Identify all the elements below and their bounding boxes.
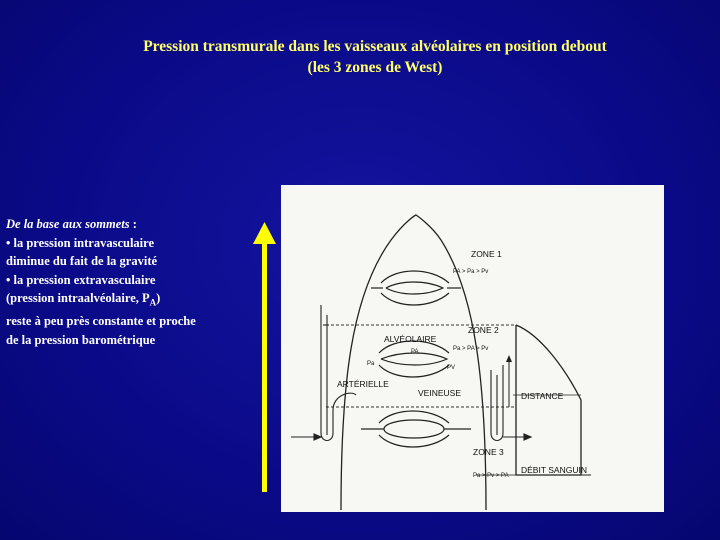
- label-zone-3-relation: Pa > Pv > PA: [473, 473, 509, 479]
- label-pv: PV: [447, 365, 456, 371]
- manometer-right: [491, 365, 531, 441]
- label-veineuse: VEINEUSE: [418, 388, 461, 398]
- bullet-1-line-2: diminue du fait de la gravité: [6, 254, 158, 268]
- label-arterielle: ARTÉRIELLE: [337, 379, 389, 389]
- bullet-1-line-1: • la pression intravasculaire: [6, 235, 155, 250]
- pointer-zone-2-head: [506, 355, 512, 362]
- label-pa-alveolar: PA: [411, 349, 419, 355]
- title-line-1: Pression transmurale dans les vaisseaux alvéolaires en position debout: [143, 38, 607, 55]
- label-alveolaire: ALVÉOLAIRE: [384, 334, 437, 344]
- bullet-2-line-2-sub: A: [149, 297, 157, 308]
- bullet-2-line-2-post: ): [156, 291, 161, 305]
- label-zone-1: ZONE 1: [471, 249, 502, 259]
- label-debit-sanguin: DÉBIT SANGUIN: [521, 465, 587, 475]
- label-zone-2-relation: Pa > PA > Pv: [453, 346, 489, 352]
- body-lead: De la base aux sommets: [6, 217, 130, 231]
- west-zones-diagram: [281, 185, 664, 512]
- capillary-zone-2: [379, 341, 449, 377]
- west-zones-figure: [281, 185, 664, 512]
- bullet-2-line-1: • la pression extravasculaire: [6, 272, 156, 287]
- label-zone-3: ZONE 3: [473, 447, 504, 457]
- body-text: [6, 215, 256, 349]
- title-line-2: (les 3 zones de West): [307, 59, 443, 76]
- label-pa-arterial: Pa: [367, 361, 375, 367]
- label-distance: DISTANCE: [521, 391, 564, 401]
- bullet-2-line-3: reste à peu près constante et proche: [6, 314, 196, 328]
- bullet-2-line-4: de la pression barométrique: [6, 332, 156, 347]
- bullet-2-line-2: [6, 289, 256, 312]
- body-lead-suffix: :: [129, 217, 137, 231]
- bullet-2-line-2-pre: (pression intraalvéolaire, P: [6, 291, 150, 305]
- capillary-zone-1: [371, 271, 461, 305]
- capillary-zone-3: [361, 411, 471, 447]
- label-zone-1-relation: PA > Pa > Pv: [453, 269, 489, 275]
- body-lead-line: [6, 215, 256, 234]
- slide-title: [40, 36, 710, 78]
- upward-arrow: [250, 222, 280, 494]
- label-zone-2: ZONE 2: [468, 325, 499, 335]
